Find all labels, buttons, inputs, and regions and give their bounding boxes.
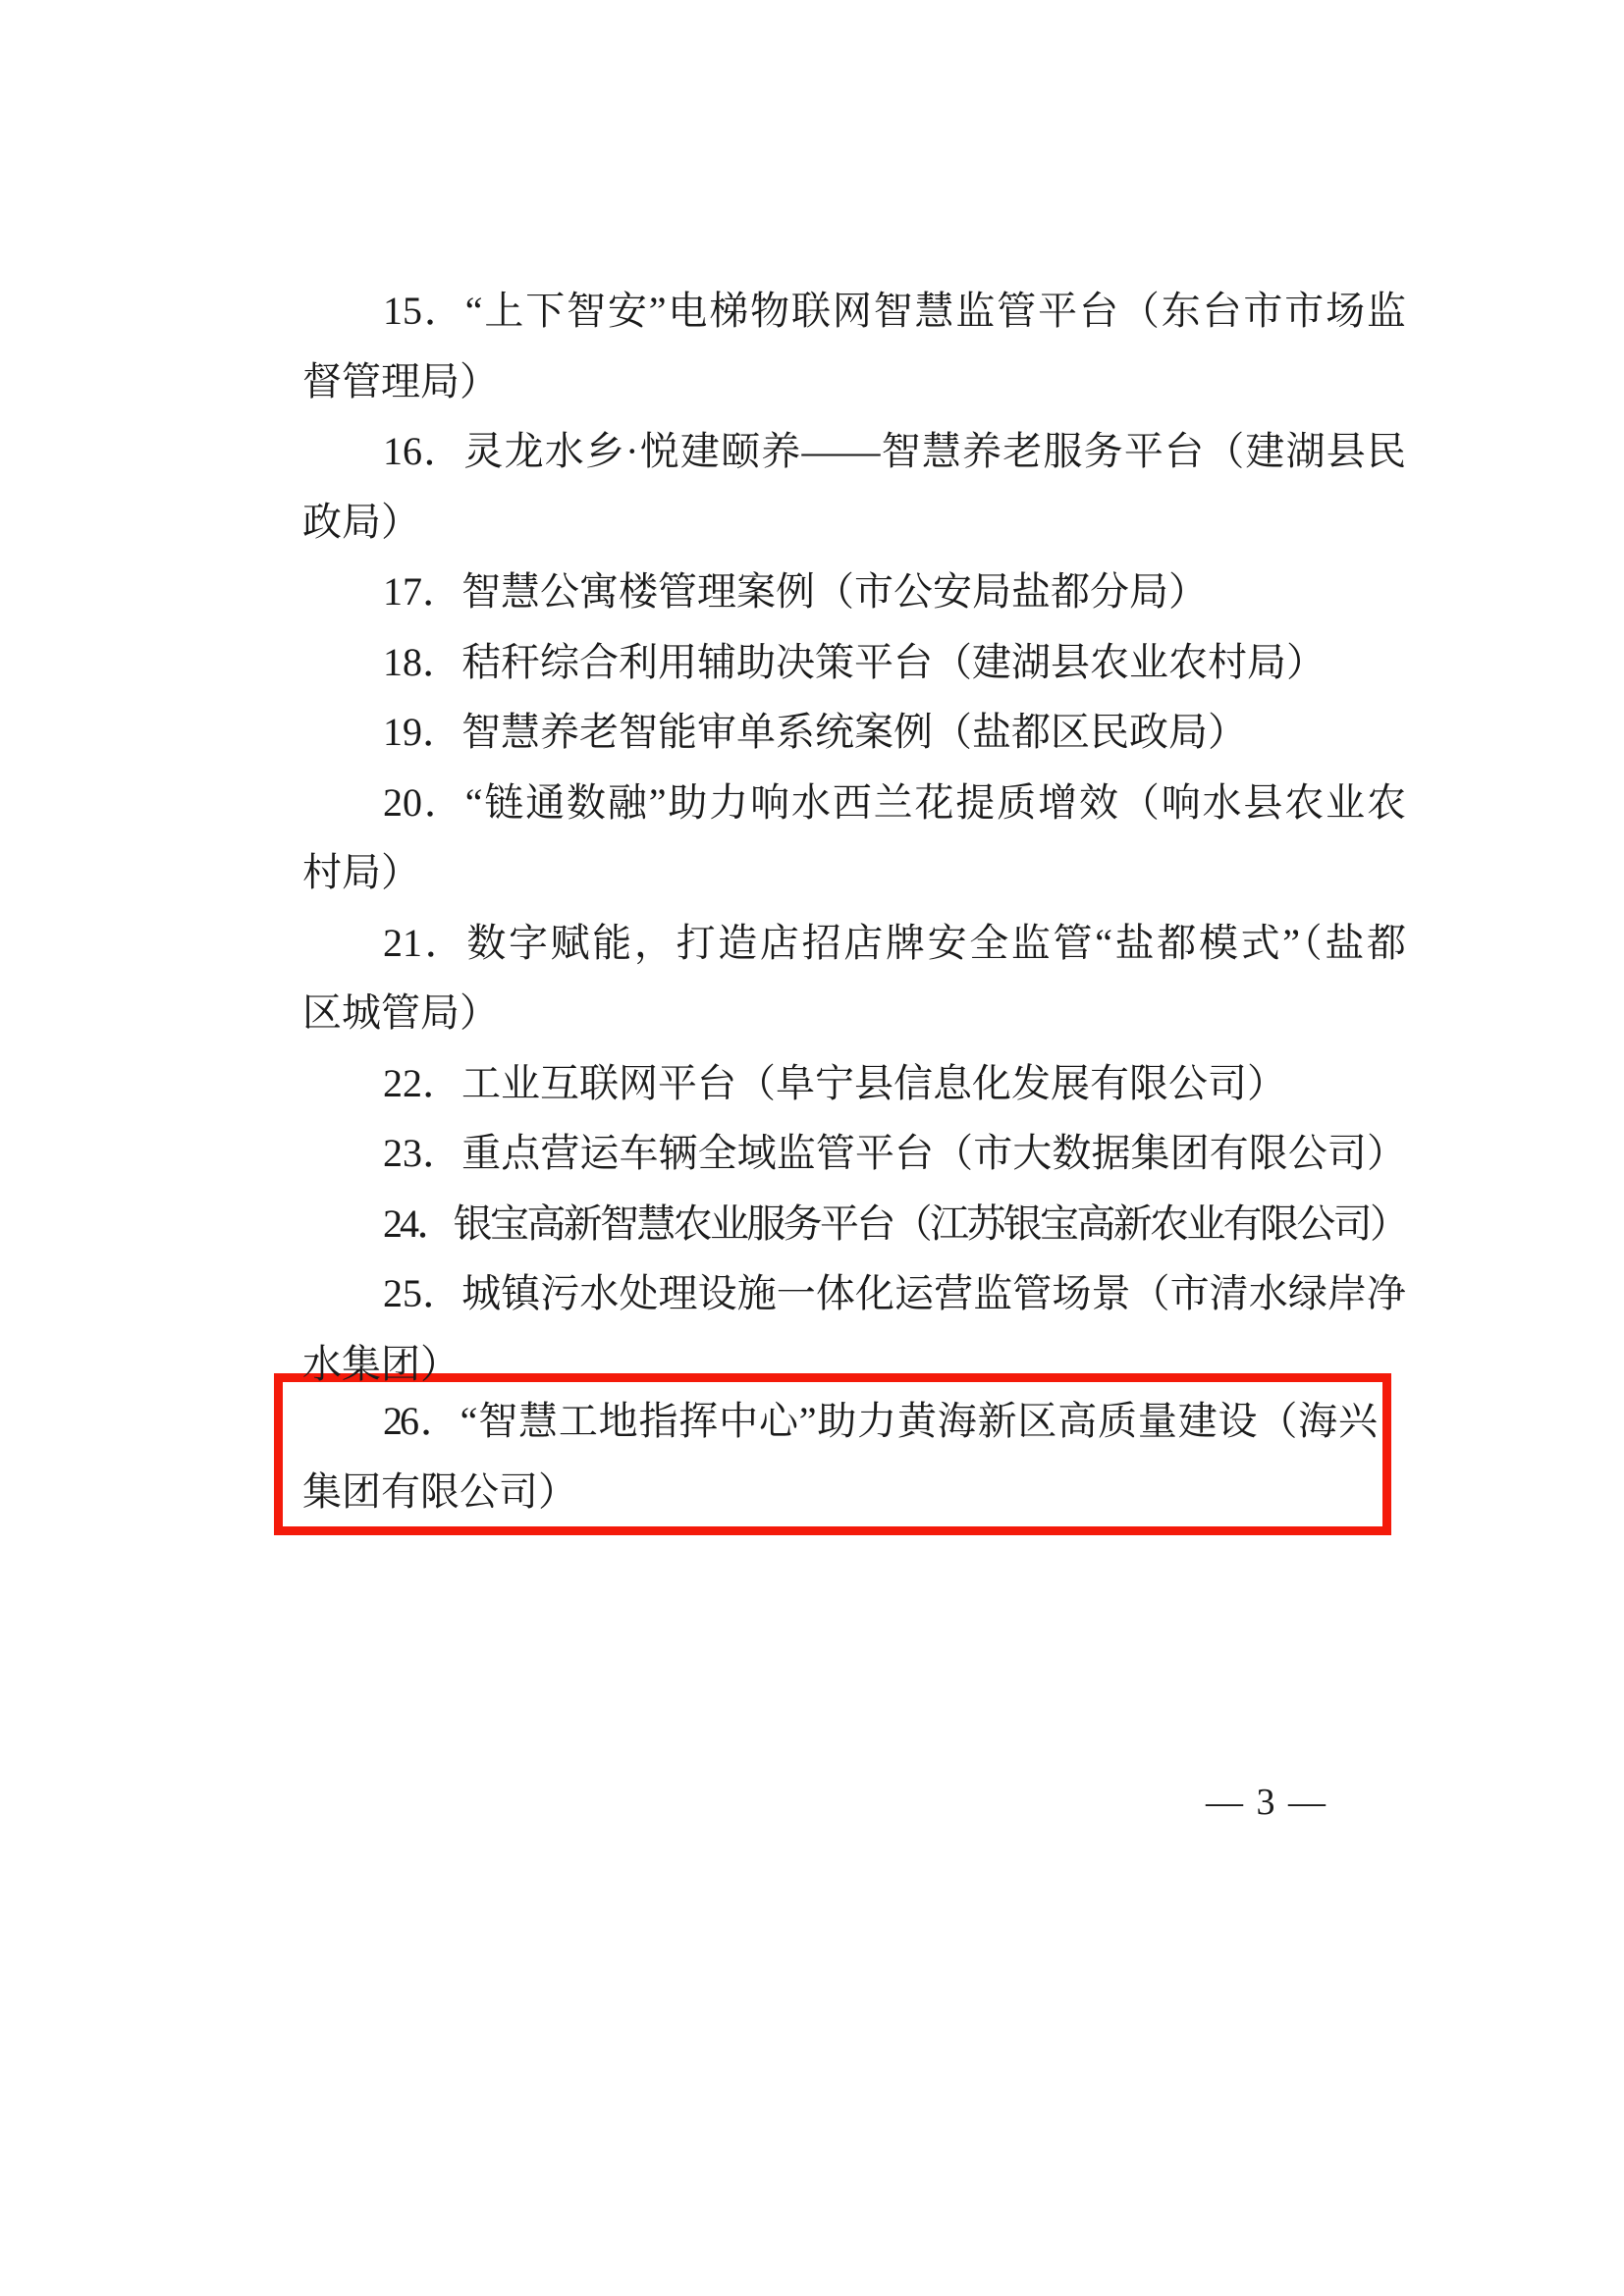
document-line: 25．城镇污水处理设施一体化运营监管场景（市清水绿岸净 xyxy=(383,1271,1406,1315)
document-line: 15．“上下智安”电梯物联网智慧监管平台（东台市市场监 xyxy=(383,289,1406,333)
document-line: 22．工业互联网平台（阜宁县信息化发展有限公司） xyxy=(383,1060,1286,1105)
document-item-24 xyxy=(302,1189,1406,1259)
document-line: 19．智慧养老智能审单系统案例（盐都区民政局） xyxy=(383,710,1247,754)
document-line: 20．“链通数融”助力响水西兰花提质增效（响水县农业农 xyxy=(383,779,1406,825)
document-item-19 xyxy=(302,697,1406,768)
document-item-17 xyxy=(302,557,1406,627)
document-line: 村局） xyxy=(302,850,420,894)
document-item-26-highlighted xyxy=(274,1373,1391,1535)
document-line: 水集团） xyxy=(302,1341,460,1386)
document-line: 集团有限公司） xyxy=(302,1468,577,1514)
document-line: 区城管局） xyxy=(302,990,499,1035)
document-body xyxy=(302,276,1406,1535)
document-line: 21．数字赋能，打造店招店牌安全监管“盐都模式”（盐都 xyxy=(383,920,1406,965)
document-line: 17．智慧公寓楼管理案例（市公安局盐都分局） xyxy=(383,569,1208,614)
document-line: 18．秸秆综合利用辅助决策平台（建湖县农业农村局） xyxy=(383,639,1326,684)
document-item-21 xyxy=(302,908,1406,1048)
page-number: — 3 — xyxy=(1206,1782,1327,1823)
document-line: 16．灵龙水乡·悦建颐养——智慧养老服务平台（建湖县民 xyxy=(383,429,1406,473)
document-line: 23．重点营运车辆全域监管平台（市大数据集团有限公司） xyxy=(383,1131,1406,1175)
document-item-23 xyxy=(302,1118,1406,1189)
document-item-15 xyxy=(302,276,1406,416)
document-line: 26．“智慧工地指挥中心”助力黄海新区高质量建设（海兴 xyxy=(383,1399,1375,1443)
document-item-16 xyxy=(302,416,1406,557)
document-item-22 xyxy=(302,1048,1406,1119)
document-item-18 xyxy=(302,627,1406,698)
document-line: 政局） xyxy=(302,499,420,544)
document-line: 24．银宝高新智慧农业服务平台（江苏银宝高新农业有限公司） xyxy=(383,1201,1406,1246)
document-line: 督管理局） xyxy=(302,358,499,403)
document-item-20 xyxy=(302,768,1406,908)
